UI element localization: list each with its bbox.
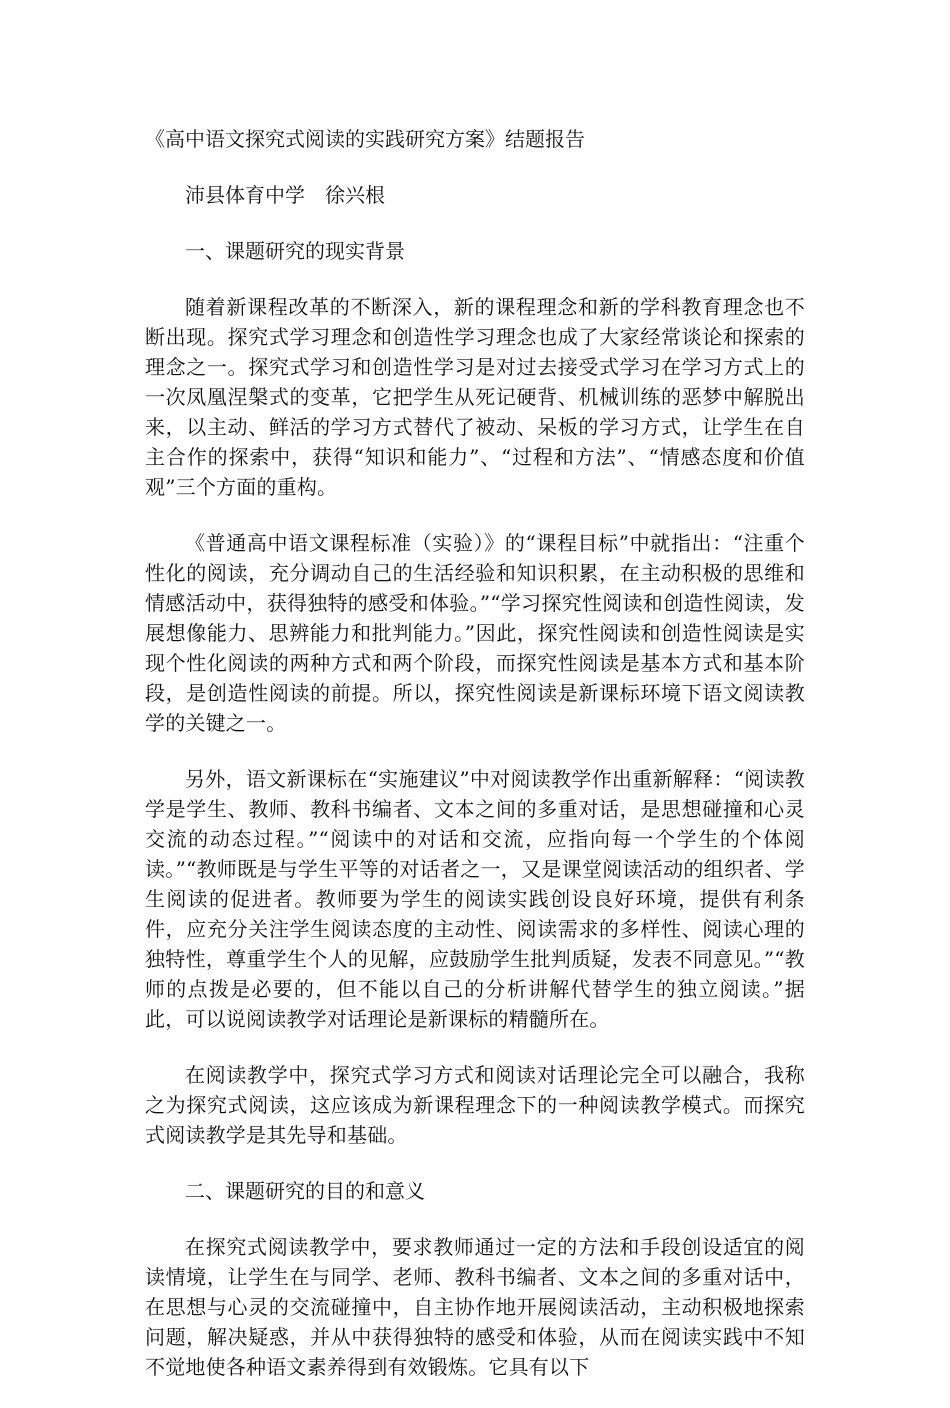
paragraph-4: 在阅读教学中，探究式学习方式和阅读对话理论完全可以融合，我称之为探究式阅读，这应该成为新课程理念下的一种阅读教学模式。而探究式阅读教学是其先导和基础。 (145, 1063, 805, 1147)
paragraph-1: 随着新课程改革的不断深入，新的课程理念和新的学科教育理念也不断出现。探究式学习理念和创造性学习理念也成了大家经常谈论和探索的理念之一。探究式学习和创造性学习是对过去接受式学习在学习方式上的一次凤凰涅槃式的变革，它把学生从死记硬背、机械训练的恶梦中解脱出来，以主动、鲜活的学习方式替代了被动、呆板的学习方式，让学生在自主合作的探索中，获得“知识和能力”、“过程和方法”、“情感态度和价值观”三个方面的重构。 (145, 295, 805, 499)
paragraph-2: 《普通高中语文课程标准（实验）》的“课程目标”中就指出：“注重个性化的阅读，充分调动自己的生活经验和知识积累，在主动积极的思维和情感活动中，获得独特的感受和体验。”“学习探究性阅读和创造性阅读，发展想像能力、思辨能力和批判能力。”因此，探究性阅读和创造性阅读是实现个性化阅读的两种方式和两个阶段，而探究性阅读是基本方式和基本阶段，是创造性阅读的前提。所以，探究性阅读是新课标环境下语文阅读教学的关键之一。 (145, 531, 805, 735)
document-title: 《高中语文探究式阅读的实践研究方案》结题报告 (145, 127, 585, 151)
document-body (145, 124, 805, 1408)
section-heading-purpose: 二、课题研究的目的和意义 (185, 1179, 425, 1203)
author-line: 沛县体育中学 徐兴根 (185, 183, 385, 207)
paragraph-3: 另外，语文新课标在“实施建议”中对阅读教学作出重新解释：“阅读教学是学生、教师、教科书编者、文本之间的多重对话，是思想碰撞和心灵交流的动态过程。”“阅读中的对话和交流，应指向每一个学生的个体阅读。”“教师既是与学生平等的对话者之一，又是课堂阅读活动的组织者、学生阅读的促进者。教师要为学生的阅读实践创设良好环境，提供有利条件，应充分关注学生阅读态度的主动性、阅读需求的多样性、阅读心理的独特性，尊重学生个人的见解，应鼓励学生批判质疑，发表不同意见。”“教师的点拨是必要的，但不能以自己的分析讲解代替学生的独立阅读。”据此，可以说阅读教学对话理论是新课标的精髓所在。 (145, 767, 805, 1031)
paragraph-5: 在探究式阅读教学中，要求教师通过一定的方法和手段创设适宜的阅读情境，让学生在与同学、老师、教科书编者、文本之间的多重对话中，在思想与心灵的交流碰撞中，自主协作地开展阅读活动，主动积极地探索问题，解决疑惑，并从中获得独特的感受和体验，从而在阅读实践中不知不觉地使各种语文素养得到有效锻炼。它具有以下 (145, 1235, 805, 1379)
section-heading-background: 一、课题研究的现实背景 (185, 239, 405, 263)
